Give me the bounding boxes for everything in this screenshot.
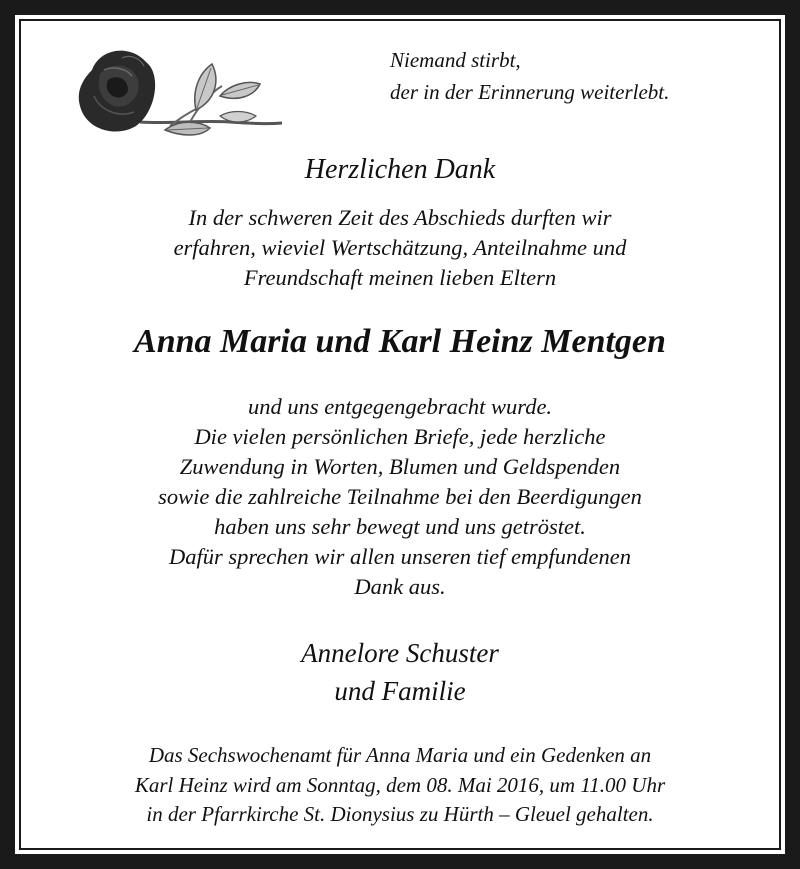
intro-line: Freundschaft meinen lieben Eltern <box>243 265 557 290</box>
body-line: haben uns sehr bewegt und uns getröstet. <box>214 514 586 539</box>
body-line: sowie die zahlreiche Teilnahme bei den Beerdigungen <box>158 484 642 509</box>
body-line: Zuwendung in Worten, Blumen und Geldspenden <box>179 454 621 479</box>
motto-line: der in der Erinnerung weiterlebt. <box>390 80 670 104</box>
signature-line: Annelore Schuster <box>301 638 499 668</box>
footer-line: in der Pfarrkirche St. Dionysius zu Hürth – Gleuel gehalten. <box>146 802 654 826</box>
intro-line: In der schweren Zeit des Abschieds durften wir <box>188 205 612 230</box>
service-announcement <box>30 741 770 830</box>
body-line: Dafür sprechen wir allen unseren tief empfundenen <box>169 544 631 569</box>
body-line: Dank aus. <box>354 574 446 599</box>
motto-quote <box>390 44 760 108</box>
signature-line: und Familie <box>334 676 466 706</box>
body-line: und uns entgegengebracht wurde. <box>247 394 553 419</box>
signature <box>30 634 770 710</box>
rose-icon <box>70 40 290 152</box>
intro-line: erfahren, wieviel Wertschätzung, Anteilnahme und <box>173 235 627 260</box>
body-line: Die vielen persönlichen Briefe, jede herzliche <box>194 424 606 449</box>
intro-paragraph <box>30 203 770 293</box>
footer-line: Karl Heinz wird am Sonntag, dem 08. Mai 2016, um 11.00 Uhr <box>134 772 666 797</box>
page-title: Herzlichen Dank <box>304 154 496 185</box>
body-paragraph <box>30 392 770 602</box>
deceased-names: Anna Maria und Karl Heinz Mentgen <box>134 323 666 360</box>
footer-line: Das Sechswochenamt für Anna Maria und ein Gedenken an <box>148 743 652 767</box>
motto-line: Niemand stirbt, <box>390 48 521 72</box>
